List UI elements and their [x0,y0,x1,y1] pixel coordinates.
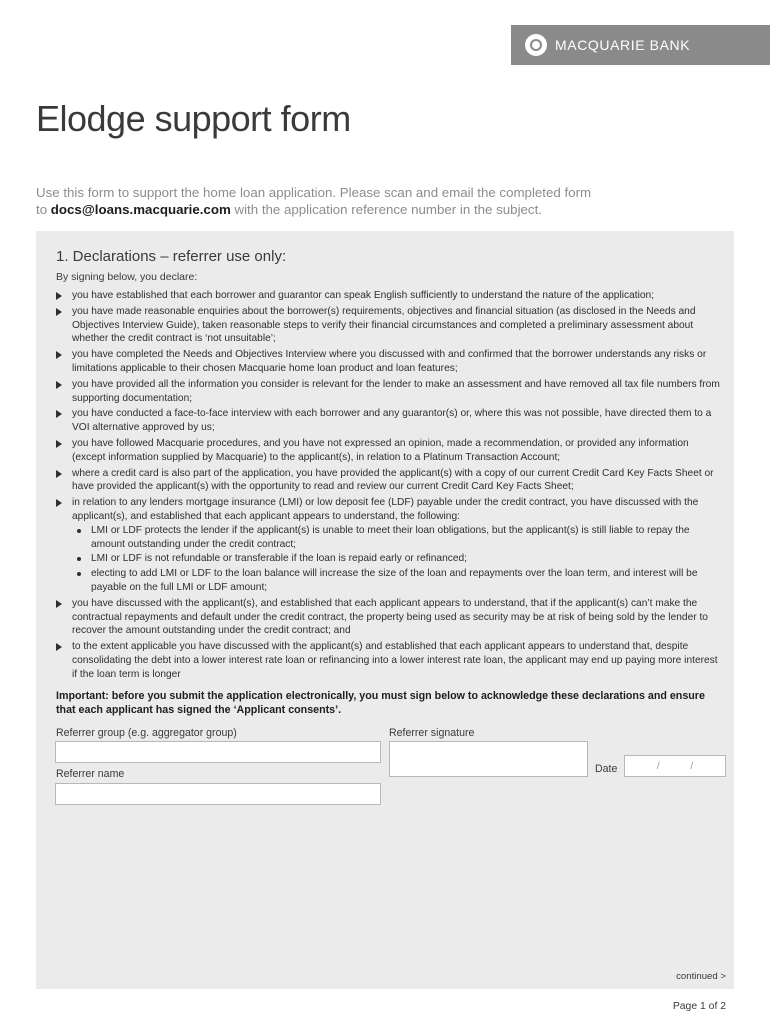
referrer-group-input[interactable] [55,741,381,763]
section-subtitle: By signing below, you declare: [56,271,198,283]
brand-name: MACQUARIE BANK [555,37,691,53]
bullet-arrow-icon [56,381,62,389]
list-item: you have conducted a face-to-face interview with each borrower and any guarantor(s) or, where this was not possible, have directed them to a VOI alternative approved by us; [56,407,724,435]
date-input[interactable]: / / [624,755,726,777]
page-title: Elodge support form [36,98,351,139]
intro-prefix: to [36,202,51,217]
referrer-name-label: Referrer name [56,768,125,780]
page-number: Page 1 of 2 [672,1001,726,1012]
list-item: you have made reasonable enquiries about the borrower(s) requirements, objectives and financial situation (as disclosed in the Needs and Objectives Interview Guide), taken reasonable steps to verify their financial circumstances and completed a preliminary assessment about whether the credit contract is ‘not unsuitable’; [56,305,724,346]
sub-list-item: electing to add LMI or LDF to the loan balance will increase the size of the loan and repayments over the loan term, and interest will be payable on the full LMI or LDF amount; [72,567,724,595]
brand-bar [511,25,770,65]
referrer-signature-label: Referrer signature [389,727,475,739]
list-item: to the extent applicable you have discussed with the applicant(s) and established that each applicant appears to understand that, despite consolidating the debt into a lower interest rate loan or refinancing into a lower interest rate loan, the applicant may end up paying more interest if the loan term is longer [56,640,724,681]
email-link[interactable]: docs@loans.macquarie.com [50,202,231,217]
section-title: 1. Declarations – referrer use only: [56,248,287,265]
list-item: you have discussed with the applicant(s), and established that each applicant appears to understand, that if the applicant(s) can’t make the contractual repayments and default under the credit contract, the property being used as security may be at risk of being sold by the lender to recover the amount outstanding under the credit contract; and [56,597,724,638]
bullet-arrow-icon [56,292,62,300]
important-notice: Important: before you submit the application electronically, you must sign below to acknowledge these declarations and ensure that each applicant has signed the ‘Applicant consents’. [56,690,705,716]
declarations-panel [36,231,734,989]
bullet-arrow-icon [56,351,62,359]
sub-list-item: LMI or LDF is not refundable or transferable if the loan is repaid early or refinanced; [72,552,724,566]
intro-suffix: with the application reference number in the subject. [230,202,542,217]
bullet-arrow-icon [56,410,62,418]
declarations-list [56,289,724,684]
list-item: you have followed Macquarie procedures, and you have not expressed an opinion, made a recommendation, or provided any information (except information supplied by Macquarie) to the applicant(s), in relation to a Platinum Transaction Account; [56,437,724,465]
list-item: you have completed the Needs and Objectives Interview where you discussed with and confirmed that the borrower understands any risks or limitations applicable to their chosen Macquarie home loan product and loan features; [56,348,724,376]
referrer-signature-field[interactable] [389,741,588,777]
list-item: where a credit card is also part of the application, you have provided the applicant(s) with a copy of our current Credit Card Key Facts Sheet or have provided the applicant(s) with the opportunity to read and review our current Credit Card Key Facts Sheet; [56,467,724,495]
date-label: Date [595,763,618,775]
sub-list-item: LMI or LDF protects the lender if the applicant(s) is unable to meet their loan obligations, but the applicant(s) is still liable to repay the amount outstanding under the credit contract; [72,524,724,552]
referrer-name-input[interactable] [55,783,381,805]
continued-label: continued > [676,971,726,982]
bullet-arrow-icon [56,499,62,507]
referrer-group-label: Referrer group (e.g. aggregator group) [56,727,237,739]
list-item: you have established that each borrower and guarantor can speak English sufficiently to understand the nature of the application; [56,289,724,303]
bullet-arrow-icon [56,643,62,651]
bullet-arrow-icon [56,440,62,448]
bullet-dot-icon [77,572,81,576]
macquarie-logo-icon [525,34,547,56]
list-item: you have provided all the information you consider is relevant for the lender to make an assessment and have removed all tax file numbers from supporting documentation; [56,378,724,406]
list-item: in relation to any lenders mortgage insurance (LMI) or low deposit fee (LDF) payable under the credit contract, you have discussed with the applicant(s), and established that each applicant appears to understand, the following: LMI or LDF protects the lender if the applicant(s) is unable to meet their loan obligations, but the applicant(s) is still liable to repay the amount outstanding under the credit contract; LMI or LDF is not refundable or transferable if the loan is repaid early or refinanced; electing to add LMI or LDF to the loan balance will increase the size of the loan and repayments over the loan term, and interest will be payable on the full LMI or LDF amount; [56,496,724,595]
bullet-dot-icon [77,529,81,533]
intro-text [36,184,716,218]
bullet-arrow-icon [56,600,62,608]
intro-line1: Use this form to support the home loan application. Please scan and email the completed form [36,185,592,200]
bullet-arrow-icon [56,308,62,316]
bullet-arrow-icon [56,470,62,478]
lmi-sub-list [72,524,724,595]
bullet-dot-icon [77,557,81,561]
